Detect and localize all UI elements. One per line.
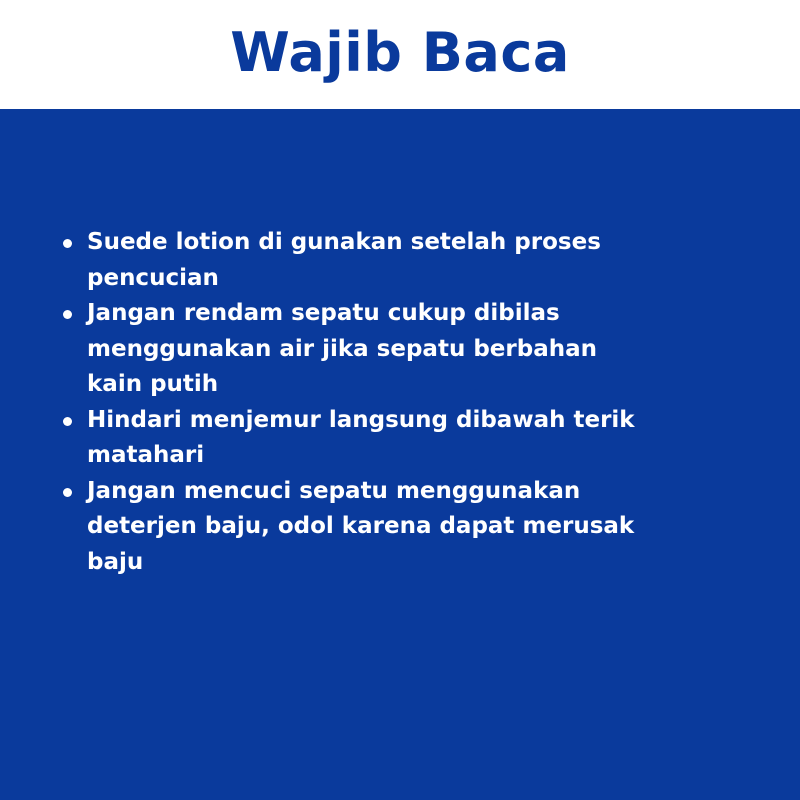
bullet-icon — [63, 488, 72, 497]
bullet-icon — [63, 417, 72, 426]
tip-text: Hindari menjemur langsung dibawah terik matahari — [87, 406, 635, 468]
tip-text: Jangan mencuci sepatu menggunakan deterjen baju, odol karena dapat merusak baju — [87, 477, 635, 575]
bullet-icon — [63, 239, 72, 248]
list-item — [60, 225, 640, 296]
list-item — [60, 403, 640, 474]
list-item — [60, 296, 640, 403]
bullet-icon — [63, 310, 72, 319]
title-bar — [0, 0, 800, 109]
page-title: Wajib Baca — [230, 20, 570, 84]
list-item — [60, 474, 640, 581]
tips-panel — [0, 109, 800, 800]
tips-list — [60, 225, 640, 580]
tip-text: Jangan rendam sepatu cukup dibilas menggunakan air jika sepatu berbahan kain putih — [87, 300, 597, 397]
tip-text: Suede lotion di gunakan setelah proses pencucian — [87, 229, 601, 291]
